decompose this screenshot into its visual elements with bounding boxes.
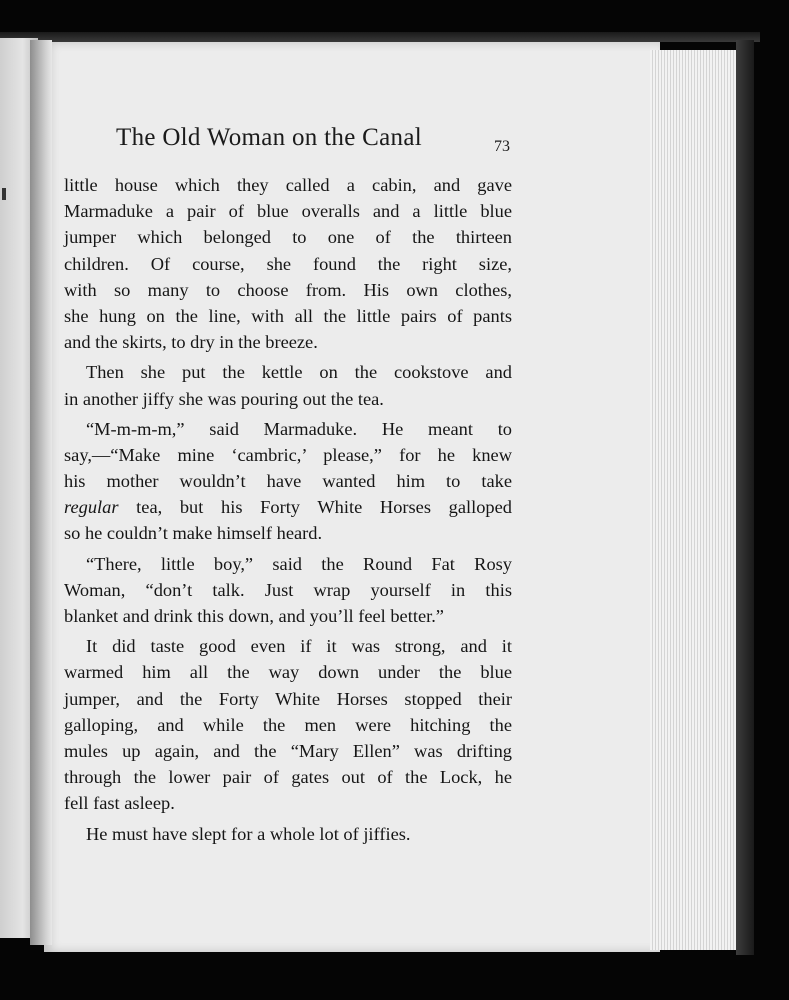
text-line: Woman, “don’t talk. Just wrap yourself in this [64,579,512,600]
text-line: fell fast asleep. [64,793,175,814]
text-line: “There, little boy,” said the Round Fat Rosy [86,553,512,574]
text-line: jumper, and the Forty White Horses stopped their [64,688,512,709]
text-line-rest: tea, but his Forty White Horses galloped [136,497,512,518]
text-line: mules up again, and the “Mary Ellen” was drifting [64,740,512,761]
book-gutter [30,40,52,945]
text-line: with so many to choose from. His own clothes, [64,279,512,300]
text-line: and the skirts, to dry in the breeze. [64,332,318,353]
text-line: little house which they called a cabin, and gave [64,175,512,195]
text-line: He must have slept for a whole lot of jiffies. [86,823,411,844]
text-line: so he couldn’t make himself heard. [64,523,323,544]
text-line: children. Of course, she found the right size, [64,253,512,274]
text-line: galloping, and while the men were hitching the [64,714,512,735]
text-line: jumper which belonged to one of the thirteen [64,227,512,248]
running-title: The Old Woman on the Canal [116,124,422,151]
text-line-with-italic [64,494,512,520]
page-stack-edge [650,50,738,950]
text-line: Then she put the kettle on the cookstove and [86,362,512,383]
book-cover-edge [736,40,754,955]
text-line: blanket and drink this down, and you’ll feel better.” [64,606,444,626]
page-header [116,124,516,164]
page-number: 73 [494,138,510,155]
italic-word: regular [64,497,119,518]
text-line: she hung on the line, with all the little pairs of pants [64,305,512,326]
text-line: “M-m-m-m,” said Marmaduke. He meant to [86,418,512,439]
text-line: say,—“Make mine ‘cambric,’ please,” for he knew [64,444,512,465]
text-line: through the lower pair of gates out of the Lock, he [64,767,512,788]
text-line: warmed him all the way down under the blue [64,662,512,683]
text-line: It did taste good even if it was strong, and it [86,636,512,657]
page-body-text [64,172,512,847]
text-line: in another jiffy she was pouring out the tea. [64,388,384,409]
facing-page-text-fragment [2,188,6,200]
book-cover-top-edge [0,32,760,42]
text-line: his mother wouldn’t have wanted him to take [64,471,512,492]
text-line: Marmaduke a pair of blue overalls and a little blue [64,201,512,222]
